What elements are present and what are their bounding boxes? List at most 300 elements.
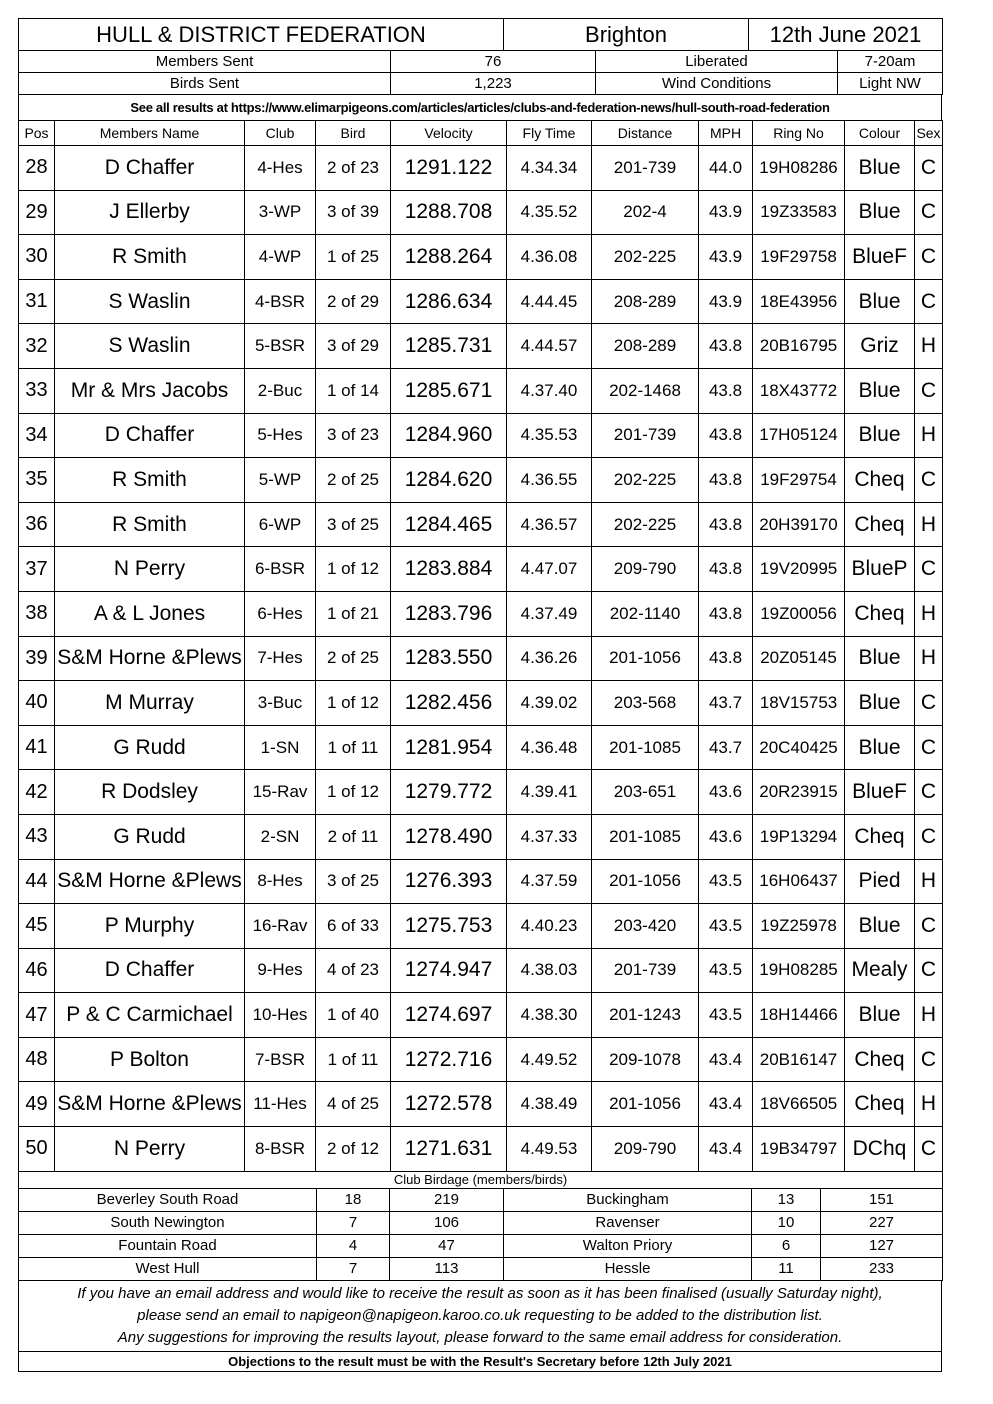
result-member-name: D Chaffer bbox=[55, 948, 245, 993]
result-row bbox=[19, 547, 943, 592]
result-ring-no: 20B16795 bbox=[753, 324, 845, 369]
result-club: 4-WP bbox=[245, 235, 316, 280]
result-row bbox=[19, 904, 943, 949]
result-sex: C bbox=[915, 190, 943, 235]
birdage-members: 11 bbox=[752, 1257, 821, 1280]
birdage-row bbox=[19, 1257, 943, 1280]
result-pos: 47 bbox=[19, 993, 55, 1038]
result-member-name: S&M Horne &Plews bbox=[55, 1082, 245, 1127]
result-member-name: S Waslin bbox=[55, 324, 245, 369]
result-club: 9-Hes bbox=[245, 948, 316, 993]
result-colour: DChq bbox=[845, 1127, 915, 1172]
result-fly-time: 4.44.45 bbox=[507, 279, 592, 324]
result-member-name: R Smith bbox=[55, 235, 245, 280]
result-ring-no: 19V20995 bbox=[753, 547, 845, 592]
result-colour: Blue bbox=[845, 993, 915, 1038]
result-mph: 43.5 bbox=[699, 859, 753, 904]
result-colour: Cheq bbox=[845, 1037, 915, 1082]
result-sex: C bbox=[915, 1127, 943, 1172]
birds-sent-label: Birds Sent bbox=[19, 73, 391, 95]
result-fly-time: 4.39.41 bbox=[507, 770, 592, 815]
result-club: 3-WP bbox=[245, 190, 316, 235]
result-club: 6-WP bbox=[245, 502, 316, 547]
result-row bbox=[19, 1082, 943, 1127]
result-ring-no: 19P13294 bbox=[753, 814, 845, 859]
result-member-name: A & L Jones bbox=[55, 591, 245, 636]
result-pos: 37 bbox=[19, 547, 55, 592]
result-fly-time: 4.40.23 bbox=[507, 904, 592, 949]
result-distance: 208-289 bbox=[592, 324, 699, 369]
result-mph: 43.9 bbox=[699, 190, 753, 235]
result-distance: 201-1085 bbox=[592, 725, 699, 770]
objections-notice: Objections to the result must be with the Result's Secretary before 12th July 2021 bbox=[19, 1351, 942, 1371]
result-bird: 1 of 40 bbox=[316, 993, 391, 1038]
result-velocity: 1284.960 bbox=[391, 413, 507, 458]
birdage-club-name: Walton Priory bbox=[504, 1234, 752, 1257]
result-velocity: 1283.884 bbox=[391, 547, 507, 592]
result-velocity: 1272.578 bbox=[391, 1082, 507, 1127]
result-distance: 203-568 bbox=[592, 681, 699, 726]
result-row bbox=[19, 458, 943, 503]
result-bird: 1 of 12 bbox=[316, 547, 391, 592]
result-ring-no: 19Z25978 bbox=[753, 904, 845, 949]
result-velocity: 1279.772 bbox=[391, 770, 507, 815]
birdage-club-name: Beverley South Road bbox=[19, 1188, 317, 1211]
result-velocity: 1284.620 bbox=[391, 458, 507, 503]
result-club: 11-Hes bbox=[245, 1082, 316, 1127]
result-row bbox=[19, 235, 943, 280]
result-member-name: P & C Carmichael bbox=[55, 993, 245, 1038]
result-sex: C bbox=[915, 458, 943, 503]
objections-table bbox=[18, 1351, 942, 1372]
result-club: 10-Hes bbox=[245, 993, 316, 1038]
result-colour: Cheq bbox=[845, 591, 915, 636]
result-sex: H bbox=[915, 859, 943, 904]
result-distance: 203-420 bbox=[592, 904, 699, 949]
result-row bbox=[19, 636, 943, 681]
result-velocity: 1283.796 bbox=[391, 591, 507, 636]
birdage-members: 10 bbox=[752, 1211, 821, 1234]
result-distance: 202-1468 bbox=[592, 368, 699, 413]
result-pos: 40 bbox=[19, 681, 55, 726]
result-member-name: N Perry bbox=[55, 1127, 245, 1172]
birdage-row bbox=[19, 1211, 943, 1234]
result-pos: 46 bbox=[19, 948, 55, 993]
result-distance: 203-651 bbox=[592, 770, 699, 815]
result-velocity: 1284.465 bbox=[391, 502, 507, 547]
result-fly-time: 4.36.26 bbox=[507, 636, 592, 681]
results-link[interactable]: See all results at https://www.elimarpigeons.com/articles/articles/clubs-and-federation-news/hull-south-road-federation bbox=[19, 95, 942, 121]
result-velocity: 1281.954 bbox=[391, 725, 507, 770]
result-club: 4-BSR bbox=[245, 279, 316, 324]
result-ring-no: 18E43956 bbox=[753, 279, 845, 324]
result-colour: Blue bbox=[845, 725, 915, 770]
result-fly-time: 4.36.08 bbox=[507, 235, 592, 280]
result-pos: 35 bbox=[19, 458, 55, 503]
birdage-birds: 219 bbox=[390, 1188, 504, 1211]
result-colour: Blue bbox=[845, 279, 915, 324]
result-fly-time: 4.39.02 bbox=[507, 681, 592, 726]
result-member-name: R Dodsley bbox=[55, 770, 245, 815]
result-member-name: S&M Horne &Plews bbox=[55, 636, 245, 681]
result-velocity: 1283.550 bbox=[391, 636, 507, 681]
result-mph: 43.8 bbox=[699, 458, 753, 503]
race-point: Brighton bbox=[504, 19, 749, 51]
result-colour: Blue bbox=[845, 904, 915, 949]
result-colour: Blue bbox=[845, 681, 915, 726]
result-member-name: R Smith bbox=[55, 502, 245, 547]
birdage-club-name: South Newington bbox=[19, 1211, 317, 1234]
col-header-fly-time: Fly Time bbox=[507, 121, 592, 146]
result-colour: Cheq bbox=[845, 1082, 915, 1127]
result-fly-time: 4.47.07 bbox=[507, 547, 592, 592]
result-velocity: 1271.631 bbox=[391, 1127, 507, 1172]
result-member-name: S Waslin bbox=[55, 279, 245, 324]
result-bird: 3 of 25 bbox=[316, 502, 391, 547]
result-pos: 39 bbox=[19, 636, 55, 681]
result-colour: Cheq bbox=[845, 458, 915, 503]
result-pos: 30 bbox=[19, 235, 55, 280]
result-member-name: Mr & Mrs Jacobs bbox=[55, 368, 245, 413]
result-club: 7-Hes bbox=[245, 636, 316, 681]
result-ring-no: 19H08286 bbox=[753, 146, 845, 191]
result-club: 3-Buc bbox=[245, 681, 316, 726]
result-club: 6-BSR bbox=[245, 547, 316, 592]
result-sex: C bbox=[915, 681, 943, 726]
result-ring-no: 20R23915 bbox=[753, 770, 845, 815]
result-sex: H bbox=[915, 591, 943, 636]
result-sex: C bbox=[915, 547, 943, 592]
result-distance: 201-739 bbox=[592, 413, 699, 458]
result-colour: BlueF bbox=[845, 235, 915, 280]
result-pos: 48 bbox=[19, 1037, 55, 1082]
result-pos: 41 bbox=[19, 725, 55, 770]
birdage-members: 7 bbox=[317, 1257, 390, 1280]
result-mph: 43.7 bbox=[699, 725, 753, 770]
result-colour: Pied bbox=[845, 859, 915, 904]
birdage-caption: Club Birdage (members/birds) bbox=[19, 1171, 943, 1188]
result-mph: 43.8 bbox=[699, 636, 753, 681]
result-colour: Blue bbox=[845, 636, 915, 681]
result-bird: 2 of 25 bbox=[316, 636, 391, 681]
result-pos: 49 bbox=[19, 1082, 55, 1127]
result-mph: 43.7 bbox=[699, 681, 753, 726]
result-fly-time: 4.36.48 bbox=[507, 725, 592, 770]
result-row bbox=[19, 1037, 943, 1082]
result-mph: 43.9 bbox=[699, 235, 753, 280]
result-velocity: 1282.456 bbox=[391, 681, 507, 726]
result-mph: 43.4 bbox=[699, 1037, 753, 1082]
result-club: 16-Rav bbox=[245, 904, 316, 949]
result-sex: C bbox=[915, 368, 943, 413]
results-link-table bbox=[18, 94, 942, 121]
result-pos: 42 bbox=[19, 770, 55, 815]
birdage-body bbox=[19, 1171, 943, 1280]
result-distance: 201-1056 bbox=[592, 636, 699, 681]
result-mph: 43.8 bbox=[699, 502, 753, 547]
result-bird: 2 of 29 bbox=[316, 279, 391, 324]
result-club: 15-Rav bbox=[245, 770, 316, 815]
result-member-name: D Chaffer bbox=[55, 413, 245, 458]
result-sex: H bbox=[915, 502, 943, 547]
result-colour: Cheq bbox=[845, 814, 915, 859]
result-pos: 50 bbox=[19, 1127, 55, 1172]
result-bird: 1 of 21 bbox=[316, 591, 391, 636]
result-velocity: 1275.753 bbox=[391, 904, 507, 949]
result-pos: 45 bbox=[19, 904, 55, 949]
col-header-bird: Bird bbox=[316, 121, 391, 146]
result-member-name: R Smith bbox=[55, 458, 245, 503]
result-fly-time: 4.35.52 bbox=[507, 190, 592, 235]
result-pos: 44 bbox=[19, 859, 55, 904]
result-ring-no: 20Z05145 bbox=[753, 636, 845, 681]
result-velocity: 1285.731 bbox=[391, 324, 507, 369]
result-pos: 32 bbox=[19, 324, 55, 369]
result-club: 5-Hes bbox=[245, 413, 316, 458]
result-velocity: 1272.716 bbox=[391, 1037, 507, 1082]
result-colour: Blue bbox=[845, 368, 915, 413]
birdage-birds: 106 bbox=[390, 1211, 504, 1234]
result-velocity: 1288.708 bbox=[391, 190, 507, 235]
result-fly-time: 4.36.57 bbox=[507, 502, 592, 547]
footer-notes bbox=[19, 1280, 942, 1351]
result-distance: 202-4 bbox=[592, 190, 699, 235]
birdage-birds: 227 bbox=[821, 1211, 943, 1234]
result-ring-no: 18V66505 bbox=[753, 1082, 845, 1127]
result-bird: 1 of 11 bbox=[316, 1037, 391, 1082]
result-fly-time: 4.37.40 bbox=[507, 368, 592, 413]
result-ring-no: 20C40425 bbox=[753, 725, 845, 770]
result-colour: Blue bbox=[845, 146, 915, 191]
result-fly-time: 4.49.53 bbox=[507, 1127, 592, 1172]
result-pos: 29 bbox=[19, 190, 55, 235]
race-date: 12th June 2021 bbox=[749, 19, 943, 51]
result-sex: H bbox=[915, 413, 943, 458]
result-ring-no: 19F29754 bbox=[753, 458, 845, 503]
result-sex: H bbox=[915, 993, 943, 1038]
result-bird: 2 of 12 bbox=[316, 1127, 391, 1172]
result-ring-no: 18X43772 bbox=[753, 368, 845, 413]
result-member-name: D Chaffer bbox=[55, 146, 245, 191]
result-ring-no: 20B16147 bbox=[753, 1037, 845, 1082]
result-member-name: N Perry bbox=[55, 547, 245, 592]
race-info-table bbox=[18, 50, 943, 95]
result-bird: 3 of 25 bbox=[316, 859, 391, 904]
result-ring-no: 20H39170 bbox=[753, 502, 845, 547]
result-fly-time: 4.36.55 bbox=[507, 458, 592, 503]
result-bird: 6 of 33 bbox=[316, 904, 391, 949]
result-sex: H bbox=[915, 324, 943, 369]
result-fly-time: 4.38.30 bbox=[507, 993, 592, 1038]
result-distance: 201-739 bbox=[592, 948, 699, 993]
col-header-colour: Colour bbox=[845, 121, 915, 146]
result-ring-no: 19H08285 bbox=[753, 948, 845, 993]
birdage-row bbox=[19, 1188, 943, 1211]
result-club: 1-SN bbox=[245, 725, 316, 770]
result-distance: 201-1243 bbox=[592, 993, 699, 1038]
result-pos: 31 bbox=[19, 279, 55, 324]
result-sex: H bbox=[915, 636, 943, 681]
result-row bbox=[19, 413, 943, 458]
footer-notes-table bbox=[18, 1280, 942, 1352]
result-row bbox=[19, 1127, 943, 1172]
result-fly-time: 4.44.57 bbox=[507, 324, 592, 369]
result-mph: 43.8 bbox=[699, 591, 753, 636]
result-bird: 1 of 11 bbox=[316, 725, 391, 770]
result-distance: 202-225 bbox=[592, 458, 699, 503]
result-colour: BlueP bbox=[845, 547, 915, 592]
result-fly-time: 4.37.49 bbox=[507, 591, 592, 636]
result-row bbox=[19, 770, 943, 815]
birdage-club-name: Fountain Road bbox=[19, 1234, 317, 1257]
birdage-club-name: West Hull bbox=[19, 1257, 317, 1280]
result-ring-no: 18V15753 bbox=[753, 681, 845, 726]
col-header-pos: Pos bbox=[19, 121, 55, 146]
result-mph: 43.8 bbox=[699, 368, 753, 413]
result-sex: C bbox=[915, 279, 943, 324]
result-bird: 1 of 12 bbox=[316, 681, 391, 726]
col-header-sex: Sex bbox=[915, 121, 943, 146]
result-mph: 43.9 bbox=[699, 279, 753, 324]
result-pos: 38 bbox=[19, 591, 55, 636]
result-fly-time: 4.49.52 bbox=[507, 1037, 592, 1082]
result-fly-time: 4.35.53 bbox=[507, 413, 592, 458]
result-colour: Griz bbox=[845, 324, 915, 369]
result-distance: 201-1085 bbox=[592, 814, 699, 859]
result-row bbox=[19, 681, 943, 726]
result-bird: 1 of 12 bbox=[316, 770, 391, 815]
result-pos: 34 bbox=[19, 413, 55, 458]
results-sheet bbox=[18, 18, 942, 1372]
result-mph: 43.5 bbox=[699, 904, 753, 949]
result-sex: C bbox=[915, 770, 943, 815]
result-bird: 3 of 39 bbox=[316, 190, 391, 235]
birdage-row bbox=[19, 1234, 943, 1257]
result-colour: BlueF bbox=[845, 770, 915, 815]
result-club: 6-Hes bbox=[245, 591, 316, 636]
result-distance: 208-289 bbox=[592, 279, 699, 324]
result-ring-no: 18H14466 bbox=[753, 993, 845, 1038]
result-fly-time: 4.38.49 bbox=[507, 1082, 592, 1127]
result-fly-time: 4.34.34 bbox=[507, 146, 592, 191]
federation-title: HULL & DISTRICT FEDERATION bbox=[19, 19, 504, 51]
birdage-members: 4 bbox=[317, 1234, 390, 1257]
title-table bbox=[18, 18, 943, 51]
result-sex: C bbox=[915, 235, 943, 280]
result-sex: C bbox=[915, 814, 943, 859]
result-member-name: J Ellerby bbox=[55, 190, 245, 235]
col-header-ring-no: Ring No bbox=[753, 121, 845, 146]
result-fly-time: 4.37.33 bbox=[507, 814, 592, 859]
birdage-members: 6 bbox=[752, 1234, 821, 1257]
result-velocity: 1286.634 bbox=[391, 279, 507, 324]
result-member-name: M Murray bbox=[55, 681, 245, 726]
result-colour: Mealy bbox=[845, 948, 915, 993]
footer-line-1: If you have an email address and would like to receive the result as soon as it has been finalised (usually Saturday night), bbox=[77, 1284, 883, 1302]
result-row bbox=[19, 279, 943, 324]
result-bird: 3 of 29 bbox=[316, 324, 391, 369]
col-header-name: Members Name bbox=[55, 121, 245, 146]
wind-value: Light NW bbox=[838, 73, 943, 95]
result-pos: 28 bbox=[19, 146, 55, 191]
birdage-birds: 47 bbox=[390, 1234, 504, 1257]
result-bird: 2 of 11 bbox=[316, 814, 391, 859]
birdage-members: 7 bbox=[317, 1211, 390, 1234]
result-velocity: 1285.671 bbox=[391, 368, 507, 413]
birdage-birds: 127 bbox=[821, 1234, 943, 1257]
result-mph: 43.5 bbox=[699, 993, 753, 1038]
liberated-label: Liberated bbox=[596, 51, 838, 73]
result-ring-no: 17H05124 bbox=[753, 413, 845, 458]
result-row bbox=[19, 324, 943, 369]
result-velocity: 1274.947 bbox=[391, 948, 507, 993]
result-mph: 44.0 bbox=[699, 146, 753, 191]
result-sex: H bbox=[915, 1082, 943, 1127]
result-ring-no: 19B34797 bbox=[753, 1127, 845, 1172]
result-ring-no: 19Z33583 bbox=[753, 190, 845, 235]
result-ring-no: 16H06437 bbox=[753, 859, 845, 904]
result-sex: C bbox=[915, 948, 943, 993]
birdage-club-name: Ravenser bbox=[504, 1211, 752, 1234]
result-distance: 202-1140 bbox=[592, 591, 699, 636]
footer-line-2: please send an email to napigeon@napigeon.karoo.co.uk requesting to be added to the distribution list. bbox=[137, 1306, 823, 1324]
result-mph: 43.6 bbox=[699, 770, 753, 815]
result-ring-no: 19F29758 bbox=[753, 235, 845, 280]
results-body bbox=[19, 121, 943, 1172]
result-distance: 201-739 bbox=[592, 146, 699, 191]
result-velocity: 1291.122 bbox=[391, 146, 507, 191]
result-distance: 209-790 bbox=[592, 547, 699, 592]
footer-line-3: Any suggestions for improving the results layout, please forward to the same email address for consideration. bbox=[117, 1328, 843, 1346]
result-mph: 43.8 bbox=[699, 413, 753, 458]
result-pos: 33 bbox=[19, 368, 55, 413]
result-member-name: G Rudd bbox=[55, 814, 245, 859]
result-bird: 3 of 23 bbox=[316, 413, 391, 458]
result-distance: 201-1056 bbox=[592, 1082, 699, 1127]
result-mph: 43.8 bbox=[699, 547, 753, 592]
result-member-name: S&M Horne &Plews bbox=[55, 859, 245, 904]
result-velocity: 1274.697 bbox=[391, 993, 507, 1038]
result-velocity: 1276.393 bbox=[391, 859, 507, 904]
result-club: 7-BSR bbox=[245, 1037, 316, 1082]
result-fly-time: 4.37.59 bbox=[507, 859, 592, 904]
result-row bbox=[19, 859, 943, 904]
result-row bbox=[19, 190, 943, 235]
birdage-members: 13 bbox=[752, 1188, 821, 1211]
members-sent-label: Members Sent bbox=[19, 51, 391, 73]
result-bird: 2 of 23 bbox=[316, 146, 391, 191]
result-club: 4-Hes bbox=[245, 146, 316, 191]
result-mph: 43.4 bbox=[699, 1082, 753, 1127]
result-club: 5-WP bbox=[245, 458, 316, 503]
result-pos: 36 bbox=[19, 502, 55, 547]
result-bird: 2 of 25 bbox=[316, 458, 391, 503]
result-bird: 4 of 25 bbox=[316, 1082, 391, 1127]
result-mph: 43.4 bbox=[699, 1127, 753, 1172]
result-sex: C bbox=[915, 146, 943, 191]
result-velocity: 1288.264 bbox=[391, 235, 507, 280]
members-sent-value: 76 bbox=[391, 51, 596, 73]
result-row bbox=[19, 725, 943, 770]
result-club: 8-Hes bbox=[245, 859, 316, 904]
birdage-birds: 233 bbox=[821, 1257, 943, 1280]
col-header-club: Club bbox=[245, 121, 316, 146]
result-ring-no: 19Z00056 bbox=[753, 591, 845, 636]
results-header-row bbox=[19, 121, 943, 146]
result-sex: C bbox=[915, 904, 943, 949]
birdage-birds: 151 bbox=[821, 1188, 943, 1211]
result-row bbox=[19, 948, 943, 993]
